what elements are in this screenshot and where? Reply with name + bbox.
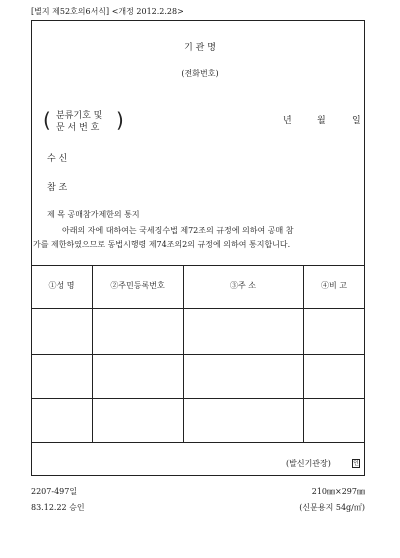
footer-paper-type: (신문용지 54g/㎡) — [299, 503, 365, 512]
table-col-border — [183, 265, 184, 442]
table-row-border — [31, 398, 365, 399]
reference-label: 참 조 — [47, 183, 68, 193]
table-col-border — [92, 265, 93, 442]
table-header-border — [31, 308, 365, 309]
footer-paper-size: 210㎜×297㎜ — [311, 487, 365, 496]
body-line-2: 가를 제한하였으므로 동법시행령 제74조의2의 규정에 의하여 통지합니다. — [33, 240, 291, 249]
table-header-name: ①성 명 — [48, 281, 75, 290]
date-year: 년 — [283, 116, 292, 126]
left-paren: ( — [43, 108, 51, 132]
table-header-id-number: ②주민등록번호 — [110, 281, 165, 290]
phone-number: (전화번호) — [181, 69, 219, 78]
subject-line: 제 목 공매참가제한의 통지 — [47, 210, 140, 219]
issuer-name: 기 관 명 — [184, 43, 216, 53]
table-top-border — [31, 265, 365, 266]
recipient-label: 수 신 — [47, 154, 68, 164]
table-header-remarks: ④비 고 — [321, 281, 347, 290]
table-row-border — [31, 354, 365, 355]
classification-line-1: 분류기호 및 — [56, 111, 103, 121]
seal-icon: 인 — [353, 460, 359, 467]
body-line-1: 아래의 자에 대하여는 국세징수법 제72조의 규정에 의하여 공매 참 — [62, 226, 294, 235]
classification-line-2: 문 서 번 호 — [56, 123, 100, 133]
right-paren: ) — [116, 108, 124, 132]
table-header-address: ③주 소 — [230, 281, 256, 290]
table-bottom-border — [31, 442, 365, 443]
sender-label: (발신기관장) — [286, 459, 331, 468]
footer-form-number: 2207-497일 — [31, 487, 78, 496]
footer-approval: 83.12.22 승인 — [31, 503, 85, 512]
classification-label — [56, 110, 102, 134]
table-col-border — [303, 265, 304, 442]
date-day: 일 — [352, 116, 361, 126]
form-header: [별지 제52호의6서식] <개정 2012.2.28> — [31, 7, 184, 16]
date-month: 월 — [317, 116, 326, 126]
